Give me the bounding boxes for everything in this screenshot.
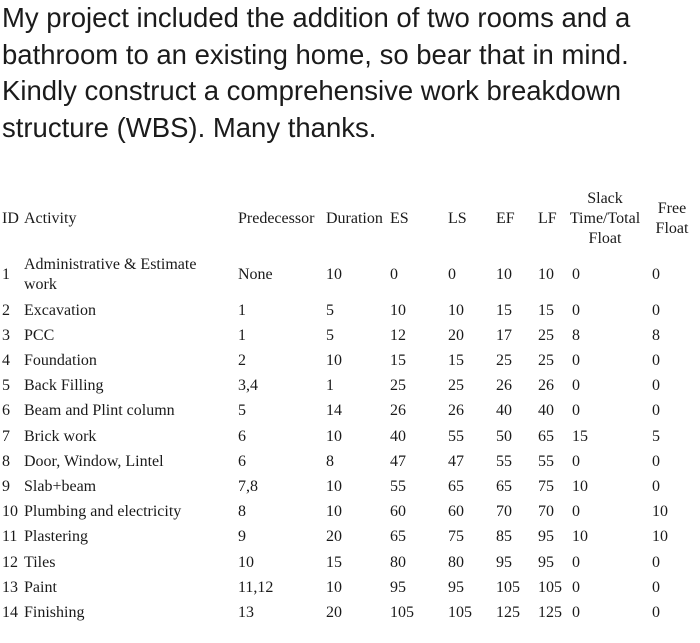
cell-ls: 95 [448,579,464,596]
cell-ef: 10 [496,266,512,283]
cell-id: 4 [2,352,10,369]
cell-ef: 15 [496,302,512,319]
cell-free: 10 [652,503,668,520]
cell-activity: Beam and Plint column [24,402,175,419]
cell-id: 9 [2,478,10,495]
cell-predecessor: 2 [238,352,246,369]
cell-id: 3 [2,327,10,344]
cell-slack: 0 [572,579,580,596]
cell-ls: 47 [448,453,464,470]
cell-slack: 0 [572,604,580,621]
cell-free: 0 [652,554,660,571]
cell-activity: Back Filling [24,377,104,394]
cell-ls: 10 [448,302,464,319]
cell-id: 6 [2,402,10,419]
header-es: ES [390,210,409,227]
cell-predecessor: 6 [238,453,246,470]
cell-id: 10 [2,503,18,520]
cell-predecessor: 11,12 [238,579,274,596]
cell-lf: 95 [538,554,554,571]
cell-activity: Slab+beam [24,478,97,495]
cell-slack: 0 [572,554,580,571]
cell-es: 25 [390,377,406,394]
cell-es: 95 [390,579,406,596]
header-slack-line: Time/Total [569,210,641,227]
cell-ef: 26 [496,377,512,394]
cell-lf: 75 [538,478,554,495]
cell-predecessor: 10 [238,554,254,571]
cell-activity: Paint [24,579,57,596]
cell-predecessor: 9 [238,528,246,545]
cell-activity: Plumbing and electricity [24,503,182,520]
cell-activity-line: work [24,276,57,293]
cell-duration: 5 [326,327,334,344]
cell-slack: 0 [572,352,580,369]
cell-predecessor: 6 [238,428,246,445]
cell-activity: Tiles [24,554,56,571]
cell-ls: 20 [448,327,464,344]
cell-activity: Finishing [24,604,85,621]
cell-free: 0 [652,579,660,596]
cell-ef: 85 [496,528,512,545]
question-line: structure (WBS). Many thanks. [2,111,377,143]
question-line: My project included the addition of two rooms and a [2,2,631,33]
cell-ls: 55 [448,428,464,445]
cell-free: 5 [652,428,660,445]
cell-es: 10 [390,302,406,319]
header-duration: Duration [326,210,383,227]
cell-id: 13 [2,579,18,596]
cell-lf: 10 [538,266,554,283]
cell-predecessor: 5 [238,402,246,419]
cell-lf: 55 [538,453,554,470]
cell-predecessor: 3,4 [238,377,258,394]
cell-duration: 20 [326,604,342,621]
cell-duration: 15 [326,554,342,571]
cell-duration: 10 [326,266,342,283]
cell-id: 7 [2,428,10,445]
header-slack-line: Slack [587,190,623,207]
cell-duration: 1 [326,377,334,394]
schedule-table [0,180,700,643]
cell-id: 11 [2,528,18,545]
cell-id: 5 [2,377,10,394]
cell-duration: 10 [326,503,342,520]
cell-lf: 70 [538,503,554,520]
cell-activity: Plastering [24,528,88,545]
cell-ef: 40 [496,402,512,419]
cell-activity: PCC [24,327,55,344]
cell-duration: 14 [326,402,342,419]
cell-ls: 80 [448,554,464,571]
cell-lf: 40 [538,402,554,419]
cell-slack: 10 [572,528,588,545]
header-ls: LS [448,210,467,227]
cell-predecessor: 1 [238,302,246,319]
cell-id: 8 [2,453,10,470]
cell-free: 0 [652,453,660,470]
cell-free: 0 [652,604,660,621]
cell-es: 47 [390,453,406,470]
cell-id: 14 [2,604,18,621]
cell-ls: 65 [448,478,464,495]
cell-es: 12 [390,327,406,344]
cell-free: 0 [652,302,660,319]
header-slack-line: Float [588,230,622,247]
cell-slack: 0 [572,377,580,394]
cell-predecessor: 7,8 [238,478,258,495]
cell-predecessor: 8 [238,503,246,520]
cell-slack: 0 [572,302,580,319]
header-lf: LF [538,210,557,227]
cell-es: 26 [390,402,406,419]
cell-slack: 10 [572,478,588,495]
cell-duration: 10 [326,352,342,369]
question-line: Kindly construct a comprehensive work breakdown [2,75,622,106]
cell-slack: 0 [572,402,580,419]
cell-activity: Foundation [24,352,97,369]
header-ef: EF [496,210,515,227]
cell-free: 0 [652,402,660,419]
cell-ls: 15 [448,352,464,369]
cell-lf: 125 [538,604,562,621]
cell-es: 55 [390,478,406,495]
cell-ef: 50 [496,428,512,445]
cell-slack: 0 [572,503,580,520]
cell-ef: 105 [496,579,520,596]
cell-slack: 0 [572,453,580,470]
cell-duration: 10 [326,478,342,495]
cell-duration: 20 [326,528,342,545]
cell-ef: 95 [496,554,512,571]
question-line: bathroom to an existing home, so bear that in mind. [2,38,629,70]
cell-id: 2 [2,302,10,319]
cell-es: 15 [390,352,406,369]
cell-free: 0 [652,266,660,283]
cell-ef: 125 [496,604,520,621]
cell-es: 0 [390,266,398,283]
cell-id: 12 [2,554,18,571]
cell-activity: Excavation [24,302,96,319]
cell-free: 0 [652,352,660,369]
cell-slack: 15 [572,428,588,445]
cell-slack: 8 [572,327,580,344]
cell-ls: 25 [448,377,464,394]
header-free-line: Free [657,200,687,217]
cell-activity: Door, Window, Lintel [24,453,164,470]
cell-lf: 15 [538,302,554,319]
cell-free: 0 [652,377,660,394]
cell-lf: 25 [538,327,554,344]
header-activity: Activity [24,210,77,227]
cell-ef: 70 [496,503,512,520]
cell-duration: 10 [326,428,342,445]
cell-ef: 65 [496,478,512,495]
cell-es: 40 [390,428,406,445]
cell-ls: 26 [448,402,464,419]
cell-es: 65 [390,528,406,545]
header-predecessor: Predecessor [238,210,315,227]
cell-ef: 55 [496,453,512,470]
question-text [2,0,698,146]
cell-es: 80 [390,554,406,571]
cell-duration: 8 [326,453,334,470]
cell-ls: 0 [448,266,456,283]
cell-predecessor: 13 [238,604,254,621]
cell-lf: 95 [538,528,554,545]
cell-free: 0 [652,478,660,495]
cell-id: 1 [2,266,10,283]
cell-ef: 25 [496,352,512,369]
cell-activity: Brick work [24,428,97,445]
cell-lf: 65 [538,428,554,445]
cell-slack: 0 [572,266,580,283]
cell-lf: 25 [538,352,554,369]
cell-es: 105 [390,604,414,621]
cell-predecessor: 1 [238,327,246,344]
cell-lf: 26 [538,377,554,394]
cell-activity-line: Administrative & Estimate [24,256,197,273]
cell-duration: 10 [326,579,342,596]
cell-free: 8 [652,327,660,344]
cell-ef: 17 [496,327,512,344]
cell-es: 60 [390,503,406,520]
cell-free: 10 [652,528,668,545]
cell-ls: 105 [448,604,472,621]
header-free-line: Float [655,220,689,237]
header-id: ID [2,210,19,227]
cell-ls: 75 [448,528,464,545]
cell-ls: 60 [448,503,464,520]
cell-lf: 105 [538,579,562,596]
cell-predecessor: None [238,266,273,283]
cell-duration: 5 [326,302,334,319]
